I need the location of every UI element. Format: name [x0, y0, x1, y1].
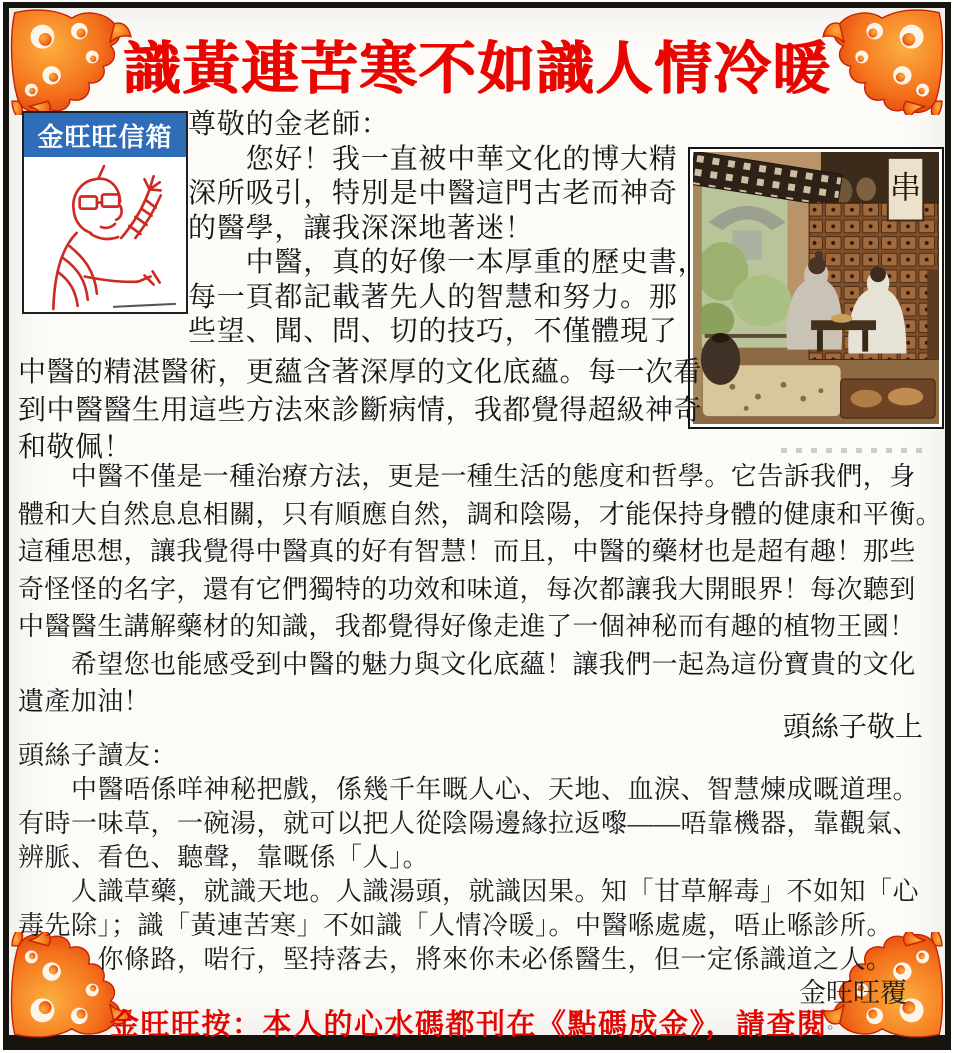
- page-frame: [3, 2, 951, 1050]
- editor-note-period: 。: [827, 1016, 845, 1032]
- text-line: 中醫的精湛醫術，更蘊含著深厚的文化底蘊。每一次看: [18, 357, 703, 388]
- text-line: 每一頁都記載著先人的智慧和努力。那: [188, 281, 678, 313]
- editor-note: [9, 1002, 945, 1043]
- text-line: 頭絲子讀友：: [18, 741, 178, 770]
- text-line: 希望您也能感受到中醫的魅力與文化底蘊！讓我們一起為這份寶貴的文化: [18, 649, 916, 679]
- text-line: 中醫醫生講解藥材的知識，我都覺得好像走進了一個神秘而有趣的植物王國！: [18, 612, 916, 641]
- text-line: 辨脈、看色、聽聲，靠嘅係「人」。: [18, 843, 430, 872]
- text-line: 和敬佩！: [18, 432, 133, 463]
- text-line: 中醫唔係咩神秘把戲，係幾千年嘅人心、天地、血淚、智慧煉成嘅道理。: [18, 775, 920, 804]
- editor-note-text: 金旺旺按：本人的心水碼都刊在《點碼成金》，請查閱: [109, 1009, 828, 1041]
- text-line: 你條路，啱行，堅持落去，將來你未必係醫生，但一定係識道之人。: [18, 945, 893, 974]
- letter-middle-lines: [18, 354, 702, 467]
- mailbox-logo: [22, 111, 188, 314]
- tcm-shop-photo-illustration: [693, 152, 939, 424]
- text-line: 人識草藥，就識天地。人識湯頭，就識因果。知「甘草解毒」不如知「心: [18, 877, 920, 906]
- text-line: 的醫學，讓我深深地著迷！: [188, 212, 534, 244]
- letter-body-lines: [18, 458, 942, 721]
- letter-opening-column: [188, 108, 706, 350]
- print-artifact: [781, 448, 931, 453]
- text-line: 奇怪怪的名字，還有它們獨特的功效和味道，每次都讓我大開眼界！每次聽到: [18, 574, 916, 604]
- text-line: 中醫，真的好像一本厚重的歷史書，: [188, 247, 707, 278]
- text-line: 遺產加油！: [18, 687, 151, 716]
- text-line: 深所吸引，特別是中醫這門古老而神奇: [188, 178, 678, 209]
- text-line: 體和大自然息息相關，只有順應自然，調和陰陽，才能保持身體的健康和平衡。: [18, 499, 943, 529]
- reply-signature: 金旺旺覆: [799, 978, 907, 1008]
- banner-character: 串: [889, 170, 922, 205]
- text-line: 中醫不僅是一種治療方法，更是一種生活的態度和哲學。它告訴我們，身: [18, 462, 916, 491]
- headline: 識黃連苦寒不如識人情冷暖: [123, 38, 831, 101]
- text-line: 尊敬的金老師：: [188, 109, 390, 140]
- columnist-drawing-icon: [24, 157, 186, 317]
- tcm-shop-photo: [688, 147, 944, 429]
- text-line: 有時一味草，一碗湯，就可以把人從陰陽邊緣拉返嚟——唔靠機器，靠觀氣、: [18, 809, 920, 838]
- text-line: 毒先除」；識「黃連苦寒」不如識「人情冷暖」。中醫喺處處，唔止喺診所。: [18, 911, 894, 940]
- mailbox-logo-label: 金旺旺信箱: [24, 113, 186, 157]
- reply-lines: [18, 739, 919, 977]
- text-line: 些望、聞、問、切的技巧，不僅體現了: [188, 316, 678, 347]
- text-line: 到中醫醫生用這些方法來診斷病情，我都覺得超級神奇: [18, 394, 703, 426]
- text-line: 這種思想，讓我覺得中醫真的好有智慧！而且，中醫的藥材也是超有趣！那些: [18, 537, 916, 566]
- letter-signature: 頭絲子敬上: [782, 712, 923, 743]
- text-line: 您好！我一直被中華文化的博大精: [188, 143, 678, 175]
